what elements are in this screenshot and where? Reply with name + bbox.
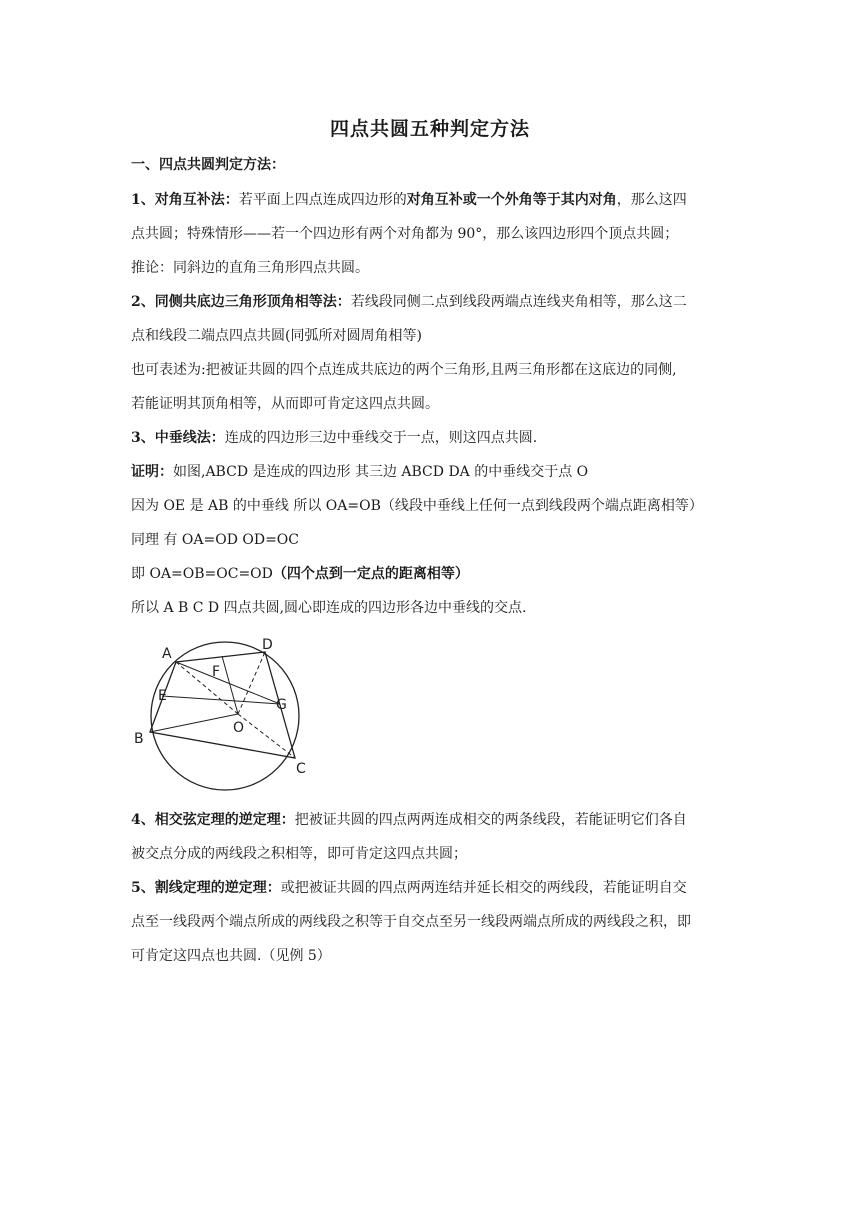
label-d: D [262, 637, 273, 653]
method3-line1 [131, 428, 741, 448]
cyclic-quadrilateral-figure [130, 632, 312, 797]
method1-text-a: 若平面上四点连成四边形的 [238, 192, 407, 208]
line-f-o [222, 656, 238, 714]
circumcircle [151, 642, 299, 790]
label-c: C [296, 761, 306, 777]
method5-line1 [131, 878, 741, 898]
method1-line1 [131, 190, 741, 210]
page-title: 四点共圆五种判定方法 [329, 118, 530, 140]
label-o: O [233, 720, 245, 736]
method5-line3: 可肯定这四点也共圆.（见例 5） [131, 948, 331, 964]
method3-text-a: 连成的四边形三边中垂线交于一点，则这四点共圆. [224, 430, 538, 446]
method5-number: 5、 [131, 880, 155, 896]
method1-line3: 推论：同斜边的直角三角形四点共圆。 [131, 260, 369, 276]
method5-line2: 点至一线段两个端点所成的两线段之积等于自交点至另一线段两端点所成的两线段之积，即 [131, 914, 691, 930]
proof-text: 如图,ABCD 是连成的四边形 其三边 ABCD DA 的中垂线交于点 O [173, 464, 589, 480]
figure-svg [130, 632, 312, 797]
radius-oc-dashed [238, 714, 295, 758]
method3-proof-line [131, 462, 741, 482]
label-b: B [134, 731, 144, 747]
method5-text-a: 或把被证共圆的四点两两连结并延长相交的两线段，若能证明自交 [280, 880, 687, 896]
method2-text-a: 若线段同侧二点到线段两端点连线夹角相等，那么这二 [350, 294, 687, 310]
method3-line5-text: 即 OA=OB=OC=OD [131, 566, 273, 582]
section-heading: 一、四点共圆判定方法： [131, 157, 285, 173]
method3-line3: 因为 OE 是 AB 的中垂线 所以 OA=OB（线段中垂线上任何一点到线段两个端点距离相等） [131, 498, 703, 514]
quadrilateral-abcd [150, 652, 295, 758]
method4-text-a: 把被证共圆的四点两两连成相交的两条线段，若能证明它们各自 [294, 812, 687, 828]
method1-number: 1、 [131, 192, 155, 208]
method3-line5 [131, 564, 741, 584]
line-o-b [150, 714, 238, 732]
label-e: E [158, 688, 167, 704]
method3-line5-bold: （四个点到一定点的距离相等） [272, 566, 469, 582]
method5-name: 割线定理的逆定理： [154, 880, 281, 896]
label-g: G [276, 697, 287, 713]
radius-oa-dashed [176, 662, 238, 714]
method4-name: 相交弦定理的逆定理： [154, 812, 295, 828]
method2-line3: 也可表述为:把被证共圆的四个点连成共底边的两个三角形,且两三角形都在这底边的同侧, [131, 362, 677, 378]
method2-line2: 点和线段二端点四点共圆(同弧所对圆周角相等) [131, 328, 422, 344]
label-a: A [162, 646, 172, 662]
method1-name: 对角互补法： [154, 192, 239, 208]
label-f: F [212, 664, 221, 680]
method2-line4: 若能证明其顶角相等，从而即可肯定这四点共圆。 [131, 396, 439, 412]
proof-label: 证明： [131, 464, 173, 480]
method1-text-c: ，那么这四 [616, 192, 687, 208]
method2-line1 [131, 292, 741, 312]
method4-number: 4、 [131, 812, 155, 828]
method3-line4: 同理 有 OA=OD OD=OC [131, 532, 299, 548]
method3-number: 3、 [131, 430, 155, 446]
method1-line2: 点共圆；特殊情形——若一个四边形有两个对角都为 90°，那么该四边形四个顶点共圆； [131, 226, 679, 242]
method4-line1 [131, 810, 741, 830]
method3-name: 中垂线法： [154, 430, 225, 446]
method3-line6: 所以 A B C D 四点共圆,圆心即连成的四边形各边中垂线的交点. [131, 600, 527, 616]
method1-bold-text: 对角互补或一个外角等于其内对角 [406, 192, 617, 208]
method2-name: 同侧共底边三角形顶角相等法： [154, 294, 351, 310]
radius-od-dashed [238, 652, 265, 714]
method4-line2: 被交点分成的两线段之积相等，即可肯定这四点共圆； [131, 846, 467, 862]
method2-number: 2、 [131, 294, 155, 310]
